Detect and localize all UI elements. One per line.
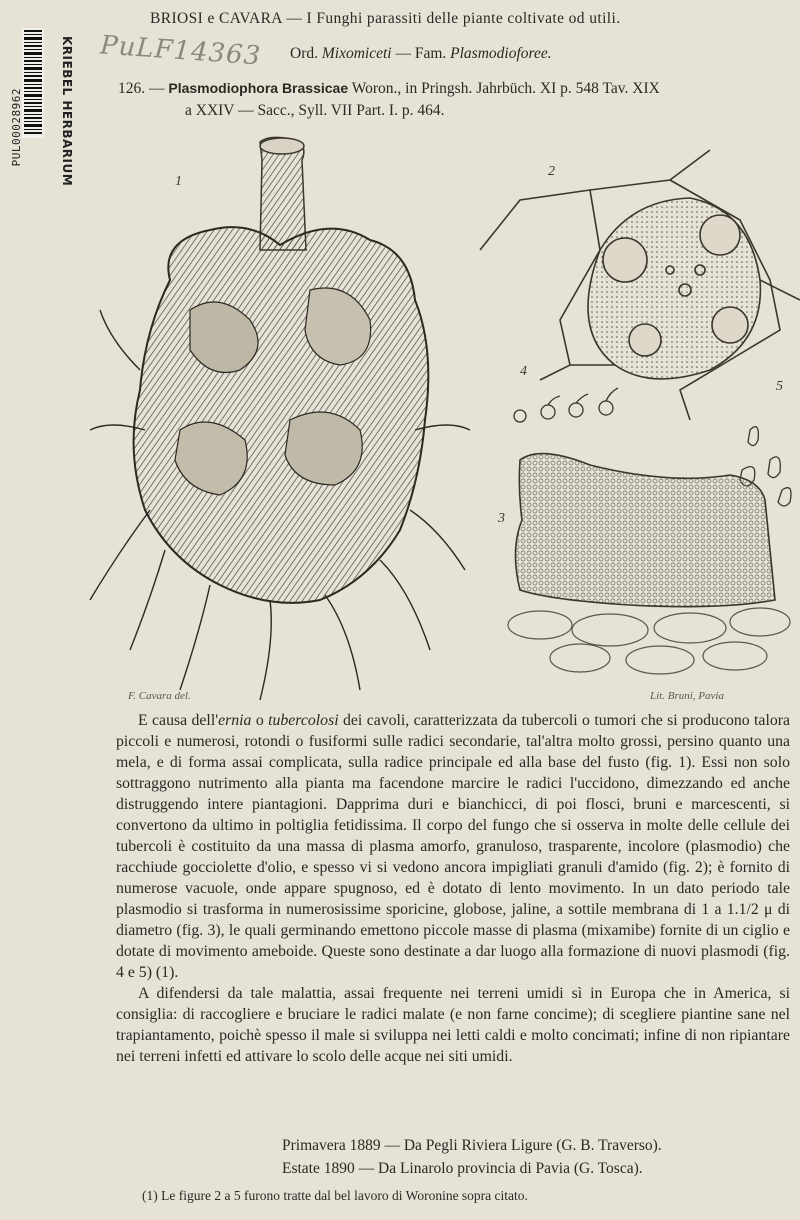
botanical-plate-illustration [70,130,800,710]
figure-number-3: 3 [498,511,505,526]
family-prefix: — Fam. [395,45,447,62]
species-number: 126. — [118,80,165,97]
collection-records [282,1134,662,1180]
taxonomic-order-line [290,45,552,63]
page-title: BRIOSI e CAVARA — I Funghi parassiti delle piante coltivate od utili. [150,10,621,27]
figure-number-4: 4 [520,364,527,379]
control-paragraph: A difendersi da tale malattia, assai frequente nei terreni umidi sì in Europa che in America, si consiglia: di raccogliere e bruciare le radici malate (e non farne concime); di scegliere piantine sane nel trapiantamento, poichè spesso il male si sviluppa nei letti caldi e molto concimati; infine di non ripiantare nei terreni infetti ed attivare lo scolo delle acque nei siti umidi. [116,985,790,1065]
footnote: (1) Le figure 2 a 5 furono tratte dal bel lavoro di Woronine sopra citato. [142,1188,528,1203]
figure-3-spore-mass [497,454,790,674]
description-paragraph [116,710,790,983]
barcode-icon [22,28,44,138]
figure-number-2: 2 [548,164,555,179]
species-name: Plasmodiophora Brassicae [168,80,349,96]
family-name: Plasmodioforee. [450,45,552,62]
species-heading [118,80,793,98]
description-text [116,710,790,1067]
lithographer-signature: Lit. Bruni, Pavia [650,690,724,702]
term-tubercolosi: tubercolosi [268,712,339,729]
collection-record: Primavera 1889 — Da Pegli Riviera Ligure (G. B. Traverso). [282,1137,662,1154]
paragraph-body: dei cavoli, caratterizzata da tubercoli o tumori che si producono talora piccoli e numerosi, rotondi o fusiformi sulle radici secondarie, tal'altra molto grossi, persino quanto una mela, e di forma assai complicata, sulla radice principale ed alla base del fusto (fig. 1). Essi non solo sottraggono nutrimento alla pianta ma facendone marcire le radici l'uccidono, dimezzando ed anche distruggendo intere piantagioni. Dapprima duri e bianchicci, di poi flosci, bruni e marcescenti, si convertono da ultimo in poltiglia fetidissima. Il corpo del fungo che si osserva in molte delle cellule dei tubercoli è costituito da una massa di plasma amorfo, granuloso, trasparente, incolore (plasmodio) che racchiude gocciolette d'olio, e spesso vi si vedono ancora impigliati granuli d'amido (fig. 2); è fornito di numerose vacuole, onde appare spugnoso, ed è dotato di lento movimento. In un dato periodo tale plasmodio si trasforma in numerosissime sporicine, globose, jaline, a sottile membrana di 1 a 1.1/2 μ di diametro (fig. 3), le quali germinando emettono piccole masse di plasma (mixamibe) fornite di un ciglio e dotate di movimento ameboide. Queste sono destinate a dar luogo alla formazione di nuovi plasmodi (fig. 4 e 5) (1). [116,712,790,981]
barcode-id: PUL00028962 [10,88,23,167]
species-citation-continued: a XXIV — Sacc., Syll. VII Part. I. p. 464. [185,102,445,119]
figure-4-germinating-spores [514,364,618,422]
order-name: Mixomiceti [321,45,392,62]
species-citation: Woron., in Pringsh. Jahrbüch. XI p. 548 Tav. XIX [351,80,660,97]
herbarium-name: KRIEBEL HERBARIUM [60,36,74,187]
paragraph-intro: E causa dell' [138,712,219,729]
figure-number-5: 5 [776,379,783,394]
illustrator-signature: F. Cavara del. [128,690,191,702]
paragraph-connector: o [251,712,269,729]
term-ernia: ernia [218,712,252,729]
handwritten-accession-number: PuLF14363 [99,30,263,72]
figure-2-infected-cells [480,150,800,420]
specimen-barcode-label [4,28,48,203]
order-prefix: Ord. [290,45,318,62]
collection-record: Estate 1890 — Da Linarolo provincia di Pavia (G. Tosca). [282,1160,643,1177]
figure-1-clubroot [90,137,470,700]
figure-number-1: 1 [175,174,182,189]
